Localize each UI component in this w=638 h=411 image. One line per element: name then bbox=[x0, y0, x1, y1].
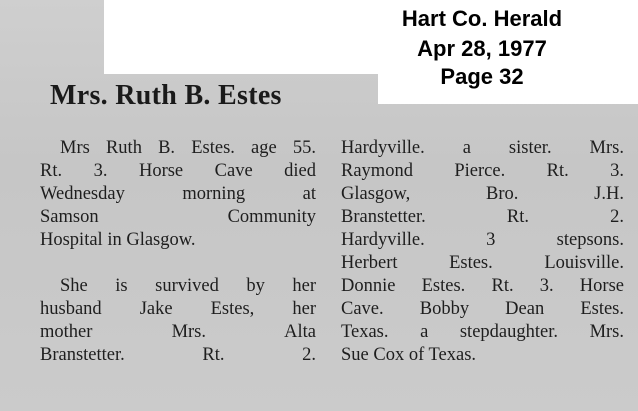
text-line: Texas. a stepdaughter. Mrs. bbox=[341, 322, 624, 342]
text-line: Glasgow, Bro. J.H. bbox=[341, 184, 624, 204]
text-line: Branstetter. Rt. 2. bbox=[40, 345, 316, 365]
text-line: Cave. Bobby Dean Estes. bbox=[341, 299, 624, 319]
source-newspaper: Hart Co. Herald bbox=[401, 6, 563, 31]
text-line: Branstetter. Rt. 2. bbox=[341, 207, 624, 227]
obituary-column-right bbox=[341, 137, 624, 367]
paragraph-gap bbox=[40, 252, 316, 275]
source-page: Page 32 bbox=[440, 64, 524, 89]
text-line: Wednesday morning at bbox=[40, 184, 316, 204]
text-line: Sue Cox of Texas. bbox=[341, 345, 477, 365]
text-line: Raymond Pierce. Rt. 3. bbox=[341, 161, 624, 181]
text-line: mother Mrs. Alta bbox=[40, 322, 316, 342]
text-line: Hardyville. a sister. Mrs. bbox=[341, 138, 624, 158]
text-line: Hardyville. 3 stepsons. bbox=[341, 230, 624, 250]
obituary-column-left bbox=[40, 137, 316, 367]
text-line: Hospital in Glasgow. bbox=[40, 230, 196, 250]
text-line: Rt. 3. Horse Cave died bbox=[40, 161, 316, 181]
source-date: Apr 28, 1977 bbox=[417, 36, 547, 61]
text-line: husband Jake Estes, her bbox=[40, 299, 316, 319]
text-line: Samson Community bbox=[40, 207, 316, 227]
text-line: Herbert Estes. Louisville. bbox=[341, 253, 624, 273]
text-line: Donnie Estes. Rt. 3. Horse bbox=[341, 276, 624, 296]
text-line: She is survived by her bbox=[60, 276, 316, 296]
obituary-headline: Mrs. Ruth B. Estes bbox=[50, 80, 282, 111]
text-line: Mrs Ruth B. Estes. age 55. bbox=[60, 138, 316, 158]
